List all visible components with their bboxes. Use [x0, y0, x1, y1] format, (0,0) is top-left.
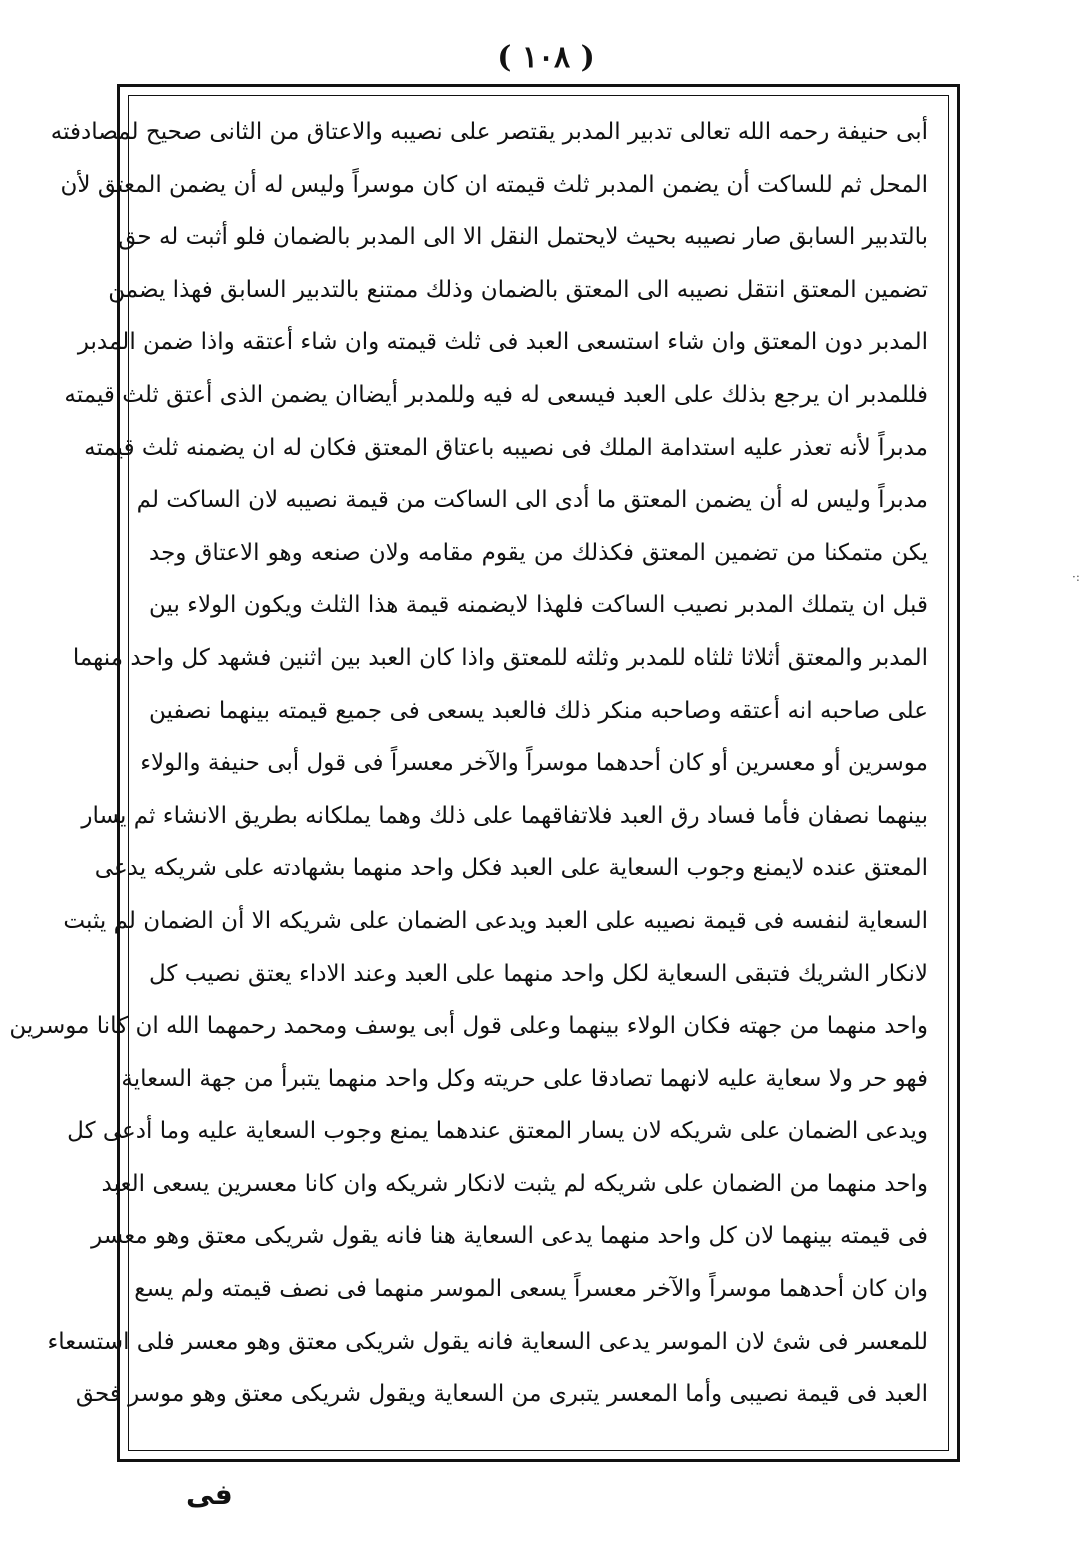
text-line-7: مدبراً لأنه تعذر عليه استدامة الملك فى نصيبه باعتاق المعتق فكان له ان يضمنه ثلث قيمته: [84, 434, 928, 461]
text-line-4: تضمين المعتق انتقل نصيبه الى المعتق بالضمان وذلك ممتنع بالتدبير السابق فهذا يضمن: [108, 276, 928, 303]
text-line-20: ويدعى الضمان على شريكه لان يسار المعتق عندهما يمنع وجوب السعاية عليه وما أدعى كل: [67, 1118, 928, 1145]
text-line-16: السعاية لنفسه فى قيمة نصيبه على العبد ويدعى الضمان على شريكه الا أن الضمان لم يثبت: [63, 907, 928, 934]
text-line-25: العبد فى قيمة نصيبى وأما المعسر يتبرى من السعاية ويقول شريكى معتق وهو موسر فحق: [75, 1381, 928, 1408]
text-line-15: المعتق عنده لايمنع وجوب السعاية على العبد فكل واحد منهما بشهادته على شريكه يدعى: [94, 855, 928, 882]
text-line-13: موسرين أو معسرين أو كان أحدهما موسراً والآخر معسراً فى قول أبى حنيفة والولاء: [140, 750, 928, 777]
text-line-21: واحد منهما من الضمان على شريكه لم يثبت لانكار شريكه وان كانا معسرين يسعى العبد: [101, 1170, 928, 1197]
text-line-5: المدبر دون المعتق وان شاء استسعى العبد فى ثلث قيمته وان شاء أعتقه واذا ضمن المدبر: [77, 329, 928, 356]
text-line-11: المدبر والمعتق أثلاثا ثلثاه للمدبر وثلثه للمعتق واذا كان العبد بين اثنين فشهد كل واحد منهما: [72, 644, 928, 671]
text-line-10: قبل ان يتملك المدبر نصيب الساكت فلهذا لايضمنه قيمة هذا الثلث ويكون الولاء بين: [149, 592, 928, 619]
inner-frame: [9, 95, 949, 1451]
text-line-24: للمعسر فى شئ لان الموسر يدعى السعاية فانه يقول شريكى معتق وهو معسر فلى استسعاء: [47, 1328, 928, 1355]
text-line-12: على صاحبه انه أعتقه وصاحبه منكر ذلك فالعبد يسعى فى جميع قيمته بينهما نصفين: [149, 697, 928, 724]
text-line-14: بينهما نصفان فأما فساد رق العبد فلاتفاقهما على ذلك وهما يملكانه بطريق الانشاء ثم يسار: [81, 802, 928, 829]
text-line-23: وان كان أحدهما موسراً والآخر معسراً يسعى الموسر منهما فى نصف قيمته ولم يسع: [134, 1276, 928, 1303]
text-line-2: المحل ثم للساكت أن يضمن المدبر ثلث قيمته ان كان موسراً وليس له أن يضمن المعتق لأن: [60, 171, 928, 198]
text-line-8: مدبراً وليس له أن يضمن المعتق ما أدى الى الساكت من قيمة نصيبه لان الساكت لم: [136, 487, 928, 514]
text-line-18: واحد منهما من جهته فكان الولاء بينهما وعلى قول أبى يوسف ومحمد رحمهما الله ان كانا موسرين: [9, 1013, 928, 1040]
page-frame: [9, 84, 960, 1462]
text-line-22: فى قيمته بينهما لان كل واحد منهما يدعى السعاية هنا فانه يقول شريكى معتق وهو معسر: [91, 1223, 928, 1250]
text-line-1: أبى حنيفة رحمه الله تعالى تدبير المدبر يقتصر على نصيبه والاعتاق من الثانى صحيح لمصادفته: [50, 119, 928, 145]
text-line-6: فللمدبر ان يرجع بذلك على العبد فيسعى له فيه وللمدبر أيضاان يضمن الذى أعتق ثلث قيمته: [64, 381, 928, 408]
text-body: [9, 106, 928, 1421]
text-line-17: لانكار الشريك فتبقى السعاية لكل واحد منهما على العبد وعند الاداء يعتق نصيب كل: [149, 960, 928, 987]
text-line-9: يكن متمكنا من تضمين المعتق فكذلك من يقوم مقامه ولان صنعه وهو الاعتاق وجد: [149, 539, 928, 566]
margin-mark: ·:: [1072, 570, 1080, 584]
text-line-19: فهو حر ولا سعاية عليه لانهما تصادقا على حريته وكل واحد منهما يتبرأ من جهة السعاية: [121, 1065, 928, 1092]
catchword: فى: [186, 1478, 233, 1511]
text-line-3: بالتدبير السابق صار نصيبه بحيث لايحتمل النقل الا الى المدبر بالضمان فلو أثبت له حق: [118, 224, 928, 251]
page-number: ( ١٠٨ ): [497, 40, 595, 75]
